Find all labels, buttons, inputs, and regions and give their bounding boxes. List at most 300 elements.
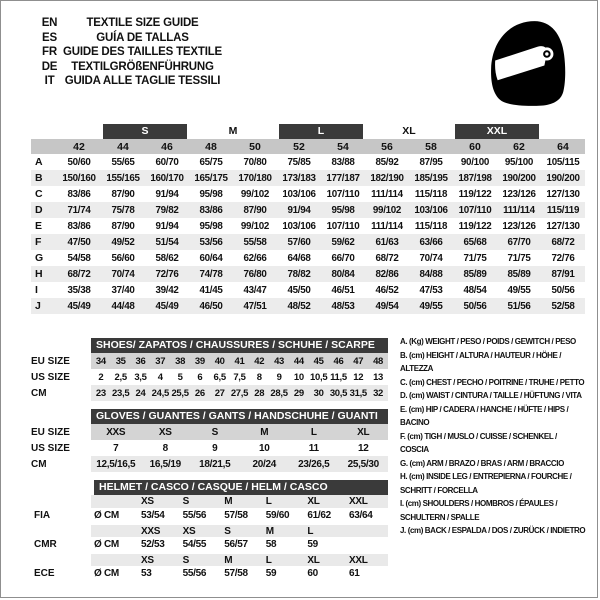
measurement-cell: 37/40 (111, 284, 135, 296)
measurement-cell: 115/118 (414, 188, 448, 200)
measurement-cell: 50/56 (453, 298, 497, 314)
measurement-cell: 63/66 (409, 234, 453, 250)
table-title-cell (91, 337, 388, 353)
size-row (31, 440, 388, 456)
size-cell: 25,5/30 (339, 456, 389, 472)
measurement-cell: 65/68 (453, 234, 497, 250)
size-cell: 28,5 (269, 385, 289, 401)
helmet-size-row (31, 553, 388, 566)
measurement-cell: 46/52 (375, 284, 399, 296)
measurement-cell: 68/72 (375, 252, 399, 264)
size-cell: 47 (348, 353, 368, 369)
empty-cell (31, 524, 91, 537)
language-row (36, 16, 222, 31)
standard-label: ECE (31, 566, 91, 582)
helmet-value-cell: 59/60 (263, 508, 305, 524)
size-cell: 27,5 (230, 385, 250, 401)
measurement-cell: 56/60 (111, 252, 135, 264)
measurement-cell: 87/90 (111, 220, 135, 232)
measurement-cell: 83/86 (189, 202, 233, 218)
helmet-size-row (31, 524, 388, 537)
measurement-cell: 71/75 (463, 252, 487, 264)
helmet-value-cell: 55/56 (180, 508, 222, 524)
size-cell: L (289, 424, 339, 440)
measurement-cell: 60/64 (199, 252, 223, 264)
size-cell: 30,5 (329, 385, 349, 401)
size-cell: 45 (309, 353, 329, 369)
language-title: TEXTILE SIZE GUIDE (86, 17, 199, 29)
helmet-size-header: L (263, 553, 305, 566)
helmet-size-header: XXS (138, 524, 180, 537)
helmet-value-cell: 55/56 (180, 566, 222, 582)
size-cell: 44 (289, 353, 309, 369)
helmet-size-header: L (304, 524, 346, 537)
measurement-row (31, 282, 585, 298)
measurement-cell: 48/53 (321, 298, 365, 314)
empty-cell (31, 553, 91, 566)
size-col-header: 46 (145, 139, 189, 154)
helmet-size-header: XXL (346, 495, 388, 508)
size-col-header: 62 (497, 139, 541, 154)
gloves-table (31, 408, 388, 472)
legend-item: B. (cm) HEIGHT / ALTURA / HAUTEUR / HÖHE / ALTEZZA (400, 350, 562, 373)
helmet-size-header: XS (138, 553, 180, 566)
helmet-value-row (31, 566, 388, 582)
row-label: F (31, 234, 57, 250)
measurement-cell: 55/58 (233, 234, 277, 250)
measurement-cell: 49/55 (507, 284, 531, 296)
measurement-cell: 87/90 (233, 202, 277, 218)
size-cell: 24,5 (150, 385, 170, 401)
size-group-header (277, 123, 365, 139)
size-cell: 23/26,5 (289, 456, 339, 472)
helmet-value-cell: 61 (346, 566, 388, 582)
size-group-label: S (103, 124, 187, 139)
empty-cell (31, 495, 91, 508)
helmet-value-cell: 54/55 (180, 537, 222, 553)
size-cell: 23,5 (111, 385, 131, 401)
size-col-header: 48 (189, 139, 233, 154)
row-label: E (35, 220, 42, 232)
measurement-cell: 123/126 (502, 188, 536, 200)
size-cell: 39 (190, 353, 210, 369)
measurement-cell: 50/60 (67, 156, 91, 168)
size-number-row (31, 139, 585, 154)
helmet-table (31, 479, 388, 583)
measurement-cell: 44/48 (101, 298, 145, 314)
measurement-cell: 71/74 (57, 202, 101, 218)
unit-label: Ø CM (91, 508, 138, 524)
measurement-cell: 70/74 (419, 252, 443, 264)
legend-item: F. (cm) TIGH / MUSLO / CUISSE / SCHENKEL / COSCIA (400, 431, 557, 454)
measurement-cell: 91/94 (155, 188, 179, 200)
legend-item: A. (Kg) WEIGHT / PESO / POIDS / GEWITCH / PESO (400, 337, 576, 346)
measurement-cell: 76/80 (233, 266, 277, 282)
measurement-cell: 155/165 (101, 170, 145, 186)
helmet-size-header (346, 524, 388, 537)
language-code: IT (44, 75, 55, 88)
measurement-cell: 71/75 (507, 252, 531, 264)
size-cell: 5 (177, 371, 183, 383)
measurement-cell: 111/114 (371, 188, 403, 200)
helmet-value-cell: 57/58 (221, 508, 263, 524)
measurement-row (31, 266, 585, 282)
size-group-label: L (279, 124, 363, 139)
language-code: ES (42, 31, 57, 44)
size-cell: XXS (91, 424, 141, 440)
size-cell: 12 (353, 371, 364, 383)
helmet-size-header: L (263, 495, 305, 508)
measurement-cell: 103/106 (282, 188, 316, 200)
measurement-cell: 127/130 (546, 188, 580, 200)
row-label: J (31, 298, 57, 314)
measurement-cell: 85/89 (453, 266, 497, 282)
measurement-cell: 68/72 (541, 234, 585, 250)
measurement-cell: 41/45 (199, 284, 223, 296)
measurement-cell: 58/62 (155, 252, 179, 264)
measurement-cell: 48/54 (463, 284, 487, 296)
helmet-value-cell: 56/57 (221, 537, 263, 553)
measurement-cell: 80/84 (321, 266, 365, 282)
measurement-legend (400, 335, 586, 538)
helmet-size-header: XS (138, 495, 180, 508)
size-group-label: XL (402, 125, 416, 137)
size-cell: 42 (249, 353, 269, 369)
measurement-cell: 45/49 (145, 298, 189, 314)
size-cell: 27 (210, 385, 230, 401)
measurement-cell: 67/70 (497, 234, 541, 250)
measurement-cell: 95/98 (199, 220, 223, 232)
size-cell: 25,5 (170, 385, 190, 401)
table-title-row (31, 408, 388, 424)
language-row (36, 31, 222, 46)
unit-label: Ø CM (91, 537, 138, 553)
size-cell: S (190, 424, 240, 440)
size-cell: 4 (157, 371, 163, 383)
language-row (36, 60, 222, 75)
helmet-size-header: S (180, 495, 222, 508)
measurement-cell: 74/78 (189, 266, 233, 282)
helmet-value-row (31, 537, 388, 553)
size-cell: 11,5 (330, 371, 347, 383)
size-col-header: 58 (409, 139, 453, 154)
size-cell: 18/21,5 (190, 456, 240, 472)
row-label: C (35, 188, 43, 200)
helmet-value-cell: 52/53 (138, 537, 180, 553)
size-row (31, 456, 388, 472)
size-row (31, 353, 388, 369)
measurement-cell: 48/52 (277, 298, 321, 314)
language-code: DE (41, 60, 58, 73)
measurement-cell: 83/86 (67, 188, 91, 200)
measurement-cell: 95/98 (199, 188, 223, 200)
measurement-cell: 107/110 (326, 188, 360, 200)
measurement-cell: 51/56 (497, 298, 541, 314)
language-title: TEXTILGRÖßENFÜHRUNG (71, 60, 214, 73)
measurement-cell: 182/190 (365, 170, 409, 186)
unit-label: Ø CM (91, 566, 138, 582)
size-cell: 20/24 (240, 456, 290, 472)
empty-cell (31, 123, 101, 139)
size-cell: 38 (170, 353, 190, 369)
size-cell: M (240, 424, 290, 440)
measurement-cell: 55/65 (111, 156, 135, 168)
measurement-cell: 72/76 (145, 266, 189, 282)
measurement-cell: 39/42 (155, 284, 179, 296)
row-label: B (31, 170, 57, 186)
helmet-size-header: M (221, 553, 263, 566)
measurement-cell: 68/72 (57, 266, 101, 282)
measurement-cell: 99/102 (240, 188, 270, 200)
measurement-cell: 190/200 (541, 170, 585, 186)
measurement-cell: 150/160 (57, 170, 101, 186)
measurement-row (31, 154, 585, 170)
size-cell: 12,5/16,5 (91, 456, 141, 472)
measurement-cell: 111/114 (371, 220, 403, 232)
measurement-cell: 90/100 (460, 156, 490, 168)
size-cell: 7 (113, 442, 119, 454)
legend-item: G. (cm) ARM / BRAZO / BRAS / ARM / BRACCIO (400, 458, 564, 468)
language-code: FR (42, 46, 57, 59)
legend-item: E. (cm) HIP / CADERA / HANCHE / HÜFTE / HIPS / BACINO (400, 404, 569, 427)
size-cell: 48 (368, 353, 388, 369)
measurement-cell: 127/130 (546, 220, 580, 232)
measurement-cell: 52/58 (541, 298, 585, 314)
helmet-value-cell: 63/64 (346, 508, 388, 524)
helmet-size-header: M (263, 524, 305, 537)
row-label: I (35, 284, 38, 296)
size-col-header: 50 (233, 139, 277, 154)
size-cell: 10 (293, 371, 304, 383)
racing-helmet-icon (487, 17, 569, 109)
measurement-cell: 83/88 (331, 156, 355, 168)
size-cell: 37 (150, 353, 170, 369)
legend-item: C. (cm) CHEST / PECHO / POITRINE / TRUHE / PETTO (400, 377, 585, 387)
row-label: EU SIZE (31, 355, 70, 367)
row-label: G (35, 252, 43, 264)
size-row (31, 424, 388, 440)
helmet-value-cell: 60 (304, 566, 346, 582)
measurement-cell: 79/82 (145, 202, 189, 218)
helmet-size-header: XXL (346, 553, 388, 566)
size-col-header: 54 (321, 139, 365, 154)
empty-cell (31, 408, 91, 424)
language-title: GUIDE DES TAILLES TEXTILE (63, 46, 222, 59)
size-cell: 28 (249, 385, 269, 401)
measurement-cell: 107/110 (453, 202, 497, 218)
measurement-cell: 105/115 (546, 156, 580, 168)
row-label: US SIZE (31, 442, 70, 454)
size-cell: 24 (131, 385, 151, 401)
measurement-cell: 123/126 (502, 220, 536, 232)
size-group-header (365, 123, 453, 139)
row-label: CM (31, 387, 47, 399)
measurement-cell: 107/110 (326, 220, 360, 232)
measurement-cell: 99/102 (240, 220, 270, 232)
helmet-value-cell: 58 (263, 537, 305, 553)
size-group-row (31, 123, 585, 139)
size-cell: 30 (309, 385, 329, 401)
helmet-value-cell: 53 (138, 566, 180, 582)
measurement-cell: 83/86 (67, 220, 91, 232)
measurement-cell: 87/95 (419, 156, 443, 168)
size-cell: 9 (212, 442, 218, 454)
helmet-size-row (31, 495, 388, 508)
helmet-value-cell: 53/54 (138, 508, 180, 524)
size-cell: 2,5 (114, 371, 127, 383)
measurement-cell: 49/52 (101, 234, 145, 250)
measurement-cell: 173/183 (277, 170, 321, 186)
measurement-row (31, 202, 585, 218)
measurement-cell: 35/38 (67, 284, 91, 296)
size-col-header: 44 (101, 139, 145, 154)
measurement-cell: 45/50 (287, 284, 311, 296)
measurement-cell: 70/80 (243, 156, 267, 168)
measurement-cell: 91/94 (155, 220, 179, 232)
size-cell: 12 (357, 442, 369, 454)
table-title-row (31, 479, 388, 495)
helmet-value-cell: 59 (304, 537, 346, 553)
size-cell: 2 (98, 371, 104, 383)
measurement-cell: 115/119 (541, 202, 585, 218)
measurement-cell: 47/50 (57, 234, 101, 250)
size-cell: 29 (289, 385, 309, 401)
measurement-cell: 170/180 (233, 170, 277, 186)
size-group-header (189, 123, 277, 139)
legend-item: J. (cm) BACK / ESPALDA / DOS / ZURÜCK / INDIETRO (400, 526, 586, 535)
measurement-cell: 87/91 (541, 266, 585, 282)
size-cell: 23 (91, 385, 111, 401)
size-cell: 6 (197, 371, 203, 383)
size-col-header: 64 (541, 139, 585, 154)
measurement-cell: 99/102 (365, 202, 409, 218)
size-cell: 9 (276, 371, 282, 383)
empty-cell (31, 479, 91, 495)
measurement-cell: 70/74 (101, 266, 145, 282)
measurement-cell: 46/50 (189, 298, 233, 314)
measurement-cell: 111/114 (497, 202, 541, 218)
measurement-cell: 119/122 (458, 188, 492, 200)
measurement-cell: 165/175 (189, 170, 233, 186)
size-cell: 6,5 (213, 371, 226, 383)
table-title-cell (91, 479, 388, 495)
measurement-row (31, 298, 585, 314)
size-cell: 43 (269, 353, 289, 369)
size-cell: 3,5 (134, 371, 147, 383)
language-row (36, 74, 222, 89)
measurement-cell: 72/76 (551, 252, 575, 264)
empty-cell (31, 139, 57, 154)
row-label: CM (31, 458, 47, 470)
size-col-header: 42 (57, 139, 101, 154)
language-list (36, 16, 222, 89)
measurement-cell: 177/187 (321, 170, 365, 186)
size-group-label: M (228, 125, 238, 137)
measurement-row (31, 186, 585, 202)
measurement-cell: 57/60 (277, 234, 321, 250)
measurement-cell: 119/122 (458, 220, 492, 232)
empty-cell (541, 123, 585, 139)
row-label: US SIZE (31, 371, 70, 383)
row-label: A (35, 156, 43, 168)
helmet-size-header: M (221, 495, 263, 508)
language-code: EN (41, 17, 58, 29)
measurement-cell: 95/98 (321, 202, 365, 218)
measurement-cell: 84/88 (409, 266, 453, 282)
measurement-cell: 45/49 (57, 298, 101, 314)
standard-label: CMR (31, 537, 91, 553)
measurement-cell: 75/85 (287, 156, 311, 168)
measurement-cell: 82/86 (365, 266, 409, 282)
measurement-cell: 91/94 (277, 202, 321, 218)
measurement-cell: 103/106 (282, 220, 316, 232)
measurement-cell: 187/198 (453, 170, 497, 186)
empty-cell (31, 337, 91, 353)
size-row (31, 369, 388, 385)
helmet-value-cell (346, 537, 388, 553)
size-cell: 8 (256, 371, 262, 383)
size-cell: XS (141, 424, 191, 440)
helmet-value-cell: 59 (263, 566, 305, 582)
empty-cell (91, 495, 138, 508)
helmet-size-header: XL (304, 495, 346, 508)
size-cell: 11 (308, 442, 319, 454)
row-label: D (31, 202, 57, 218)
measurement-cell: 66/70 (331, 252, 355, 264)
measurement-cell: 65/75 (199, 156, 223, 168)
measurement-cell: 51/54 (145, 234, 189, 250)
size-cell: 7,5 (233, 371, 246, 383)
helmet-value-cell: 57/58 (221, 566, 263, 582)
size-cell: 8 (162, 442, 168, 454)
measurement-cell: 53/56 (189, 234, 233, 250)
size-cell: 13 (373, 371, 384, 383)
helmet-value-row (31, 508, 388, 524)
helmet-size-header: XL (304, 553, 346, 566)
measurement-cell: 49/54 (365, 298, 409, 314)
table-title-row (31, 337, 388, 353)
size-group-header (453, 123, 541, 139)
measurement-row (31, 250, 585, 266)
legend-item: I. (cm) SHOULDERS / HOMBROS / ÉPAULES / SCHULTERN / SPALLE (400, 499, 558, 522)
row-label: EU SIZE (31, 426, 70, 438)
size-group-label: XXL (455, 124, 539, 139)
size-cell: 41 (230, 353, 250, 369)
size-col-header: 52 (277, 139, 321, 154)
helmet-size-header: S (180, 553, 222, 566)
helmet-value-cell: 61/62 (304, 508, 346, 524)
legend-item: D. (cm) WAIST / CINTURA / TAILLE / HÜFTUNG / VITA (400, 391, 582, 400)
size-group-header (101, 123, 189, 139)
measurement-row (31, 170, 585, 186)
measurement-cell: 75/78 (101, 202, 145, 218)
measurement-cell: 62/66 (243, 252, 267, 264)
size-col-header: 56 (365, 139, 409, 154)
measurement-cell: 85/89 (497, 266, 541, 282)
language-row (36, 45, 222, 60)
size-cell: 36 (131, 353, 151, 369)
size-cell: 32 (368, 385, 388, 401)
shoes-table (31, 337, 388, 401)
size-cell: 16,5/19 (141, 456, 191, 472)
size-cell: 46 (329, 353, 349, 369)
measurement-cell: 49/55 (409, 298, 453, 314)
measurement-cell: 47/51 (233, 298, 277, 314)
measurement-cell: 103/106 (409, 202, 453, 218)
size-cell: 10,5 (310, 371, 328, 383)
size-cell: 40 (210, 353, 230, 369)
measurement-cell: 50/56 (551, 284, 575, 296)
